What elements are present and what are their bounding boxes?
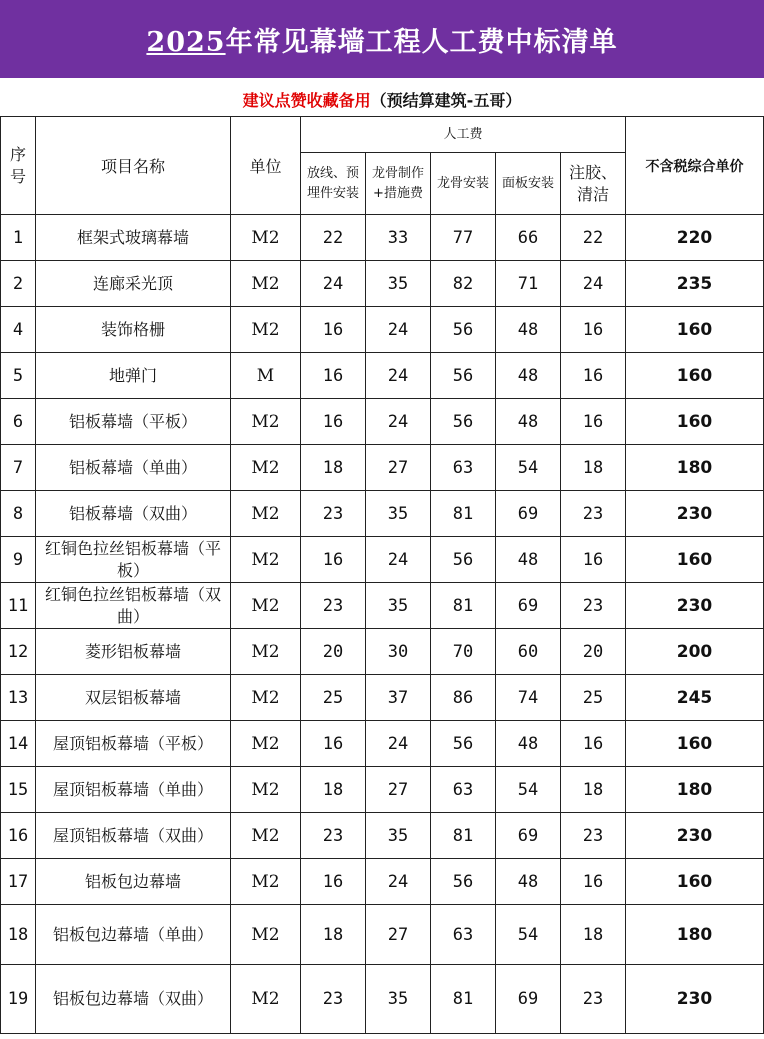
row-c3: 56 <box>431 307 496 353</box>
row-c4: 48 <box>496 399 561 445</box>
row-price: 230 <box>626 491 764 537</box>
row-c3: 70 <box>431 629 496 675</box>
subtitle-highlight: 建议点赞收藏备用 <box>242 90 371 110</box>
row-c4: 54 <box>496 767 561 813</box>
row-c4: 48 <box>496 353 561 399</box>
table-row <box>1 629 764 675</box>
row-name: 地弹门 <box>36 353 231 399</box>
table-row <box>1 353 764 399</box>
row-no: 18 <box>1 905 36 965</box>
row-no: 14 <box>1 721 36 767</box>
table-row <box>1 537 764 583</box>
row-c3: 56 <box>431 353 496 399</box>
row-c5: 16 <box>561 307 626 353</box>
row-c3: 63 <box>431 445 496 491</box>
row-name: 装饰格栅 <box>36 307 231 353</box>
row-unit: M2 <box>231 859 301 905</box>
row-no: 5 <box>1 353 36 399</box>
row-name: 框架式玻璃幕墙 <box>36 215 231 261</box>
row-no: 13 <box>1 675 36 721</box>
row-c1: 16 <box>301 859 366 905</box>
row-unit: M2 <box>231 675 301 721</box>
row-c3: 81 <box>431 491 496 537</box>
row-c1: 22 <box>301 215 366 261</box>
row-price: 200 <box>626 629 764 675</box>
labor-cost-table <box>0 116 764 1034</box>
header-row <box>1 117 764 153</box>
row-no: 9 <box>1 537 36 583</box>
table-row <box>1 721 764 767</box>
row-no: 15 <box>1 767 36 813</box>
row-c2: 24 <box>366 307 431 353</box>
row-c2: 35 <box>366 813 431 859</box>
row-c2: 35 <box>366 491 431 537</box>
row-name: 铝板幕墙（单曲） <box>36 445 231 491</box>
row-unit: M2 <box>231 215 301 261</box>
title-year: 2025 <box>146 26 226 58</box>
row-unit: M2 <box>231 813 301 859</box>
row-price: 230 <box>626 965 764 1034</box>
row-c1: 23 <box>301 491 366 537</box>
row-c2: 27 <box>366 767 431 813</box>
row-c1: 23 <box>301 583 366 629</box>
table-row <box>1 399 764 445</box>
table-row <box>1 859 764 905</box>
row-c5: 16 <box>561 399 626 445</box>
row-name: 铝板包边幕墙 <box>36 859 231 905</box>
row-price: 180 <box>626 445 764 491</box>
table-row <box>1 261 764 307</box>
header-c4: 面板安装 <box>496 153 561 215</box>
row-unit: M2 <box>231 965 301 1034</box>
row-c1: 18 <box>301 445 366 491</box>
row-c2: 27 <box>366 905 431 965</box>
row-c5: 16 <box>561 859 626 905</box>
row-c3: 56 <box>431 537 496 583</box>
row-c2: 35 <box>366 965 431 1034</box>
row-name: 铝板幕墙（平板） <box>36 399 231 445</box>
row-c5: 23 <box>561 583 626 629</box>
row-c5: 23 <box>561 813 626 859</box>
row-c1: 25 <box>301 675 366 721</box>
row-c5: 18 <box>561 905 626 965</box>
row-unit: M2 <box>231 491 301 537</box>
subtitle-author: （预结算建筑-五哥） <box>370 90 522 110</box>
row-price: 160 <box>626 399 764 445</box>
row-price: 160 <box>626 537 764 583</box>
row-c5: 24 <box>561 261 626 307</box>
row-unit: M <box>231 353 301 399</box>
row-unit: M2 <box>231 721 301 767</box>
header-c3: 龙骨安装 <box>431 153 496 215</box>
table-row <box>1 965 764 1034</box>
row-price: 230 <box>626 583 764 629</box>
row-c5: 16 <box>561 721 626 767</box>
row-name: 屋顶铝板幕墙（平板） <box>36 721 231 767</box>
row-unit: M2 <box>231 307 301 353</box>
row-name: 屋顶铝板幕墙（双曲） <box>36 813 231 859</box>
header-c5: 注胶、清洁 <box>561 153 626 215</box>
row-c2: 37 <box>366 675 431 721</box>
page-title <box>146 20 617 59</box>
row-price: 160 <box>626 859 764 905</box>
table-row <box>1 767 764 813</box>
row-c2: 33 <box>366 215 431 261</box>
row-price: 160 <box>626 353 764 399</box>
row-price: 220 <box>626 215 764 261</box>
row-c3: 63 <box>431 767 496 813</box>
row-c1: 24 <box>301 261 366 307</box>
row-c3: 56 <box>431 859 496 905</box>
row-c1: 16 <box>301 353 366 399</box>
row-c4: 69 <box>496 491 561 537</box>
row-c3: 81 <box>431 813 496 859</box>
row-c2: 24 <box>366 859 431 905</box>
row-unit: M2 <box>231 583 301 629</box>
row-unit: M2 <box>231 629 301 675</box>
table-row <box>1 215 764 261</box>
row-unit: M2 <box>231 767 301 813</box>
row-unit: M2 <box>231 445 301 491</box>
row-c5: 22 <box>561 215 626 261</box>
row-c4: 48 <box>496 721 561 767</box>
row-c5: 18 <box>561 767 626 813</box>
row-no: 7 <box>1 445 36 491</box>
row-c5: 25 <box>561 675 626 721</box>
row-c3: 56 <box>431 721 496 767</box>
header-name: 项目名称 <box>36 117 231 215</box>
row-name: 连廊采光顶 <box>36 261 231 307</box>
table-row <box>1 905 764 965</box>
row-c2: 24 <box>366 721 431 767</box>
row-c2: 24 <box>366 399 431 445</box>
row-c4: 71 <box>496 261 561 307</box>
row-c4: 60 <box>496 629 561 675</box>
row-name: 屋顶铝板幕墙（单曲） <box>36 767 231 813</box>
header-c2: 龙骨制作+措施费 <box>366 153 431 215</box>
table-row <box>1 583 764 629</box>
row-unit: M2 <box>231 261 301 307</box>
row-name: 铝板幕墙（双曲） <box>36 491 231 537</box>
row-c2: 35 <box>366 583 431 629</box>
row-c2: 24 <box>366 537 431 583</box>
row-c1: 16 <box>301 307 366 353</box>
row-c4: 48 <box>496 859 561 905</box>
header-labor: 人工费 <box>301 117 626 153</box>
row-c2: 35 <box>366 261 431 307</box>
header-c1: 放线、预埋件安装 <box>301 153 366 215</box>
row-name: 双层铝板幕墙 <box>36 675 231 721</box>
row-c3: 63 <box>431 905 496 965</box>
row-name: 红铜色拉丝铝板幕墙（双曲） <box>36 583 231 629</box>
row-price: 180 <box>626 767 764 813</box>
row-price: 245 <box>626 675 764 721</box>
row-price: 160 <box>626 307 764 353</box>
row-price: 235 <box>626 261 764 307</box>
row-unit: M2 <box>231 905 301 965</box>
row-c4: 69 <box>496 583 561 629</box>
row-c5: 23 <box>561 491 626 537</box>
row-no: 12 <box>1 629 36 675</box>
row-c3: 56 <box>431 399 496 445</box>
row-c5: 16 <box>561 353 626 399</box>
row-price: 230 <box>626 813 764 859</box>
row-c4: 69 <box>496 813 561 859</box>
row-c4: 66 <box>496 215 561 261</box>
row-c4: 48 <box>496 307 561 353</box>
row-no: 1 <box>1 215 36 261</box>
row-no: 17 <box>1 859 36 905</box>
row-c3: 86 <box>431 675 496 721</box>
row-no: 6 <box>1 399 36 445</box>
table-row <box>1 491 764 537</box>
row-c5: 20 <box>561 629 626 675</box>
row-c3: 77 <box>431 215 496 261</box>
row-c1: 16 <box>301 399 366 445</box>
row-c4: 54 <box>496 905 561 965</box>
header-unit: 单位 <box>231 117 301 215</box>
row-no: 8 <box>1 491 36 537</box>
row-name: 铝板包边幕墙（单曲） <box>36 905 231 965</box>
row-c3: 82 <box>431 261 496 307</box>
row-name: 红铜色拉丝铝板幕墙（平板） <box>36 537 231 583</box>
row-c2: 30 <box>366 629 431 675</box>
row-c1: 16 <box>301 721 366 767</box>
row-c2: 24 <box>366 353 431 399</box>
row-c1: 16 <box>301 537 366 583</box>
row-c1: 23 <box>301 813 366 859</box>
row-c1: 18 <box>301 905 366 965</box>
row-no: 11 <box>1 583 36 629</box>
row-c2: 27 <box>366 445 431 491</box>
row-name: 菱形铝板幕墙 <box>36 629 231 675</box>
row-c1: 23 <box>301 965 366 1034</box>
row-c4: 69 <box>496 965 561 1034</box>
row-c5: 16 <box>561 537 626 583</box>
header-seq: 序号 <box>1 117 36 215</box>
row-c4: 48 <box>496 537 561 583</box>
row-unit: M2 <box>231 537 301 583</box>
table-row <box>1 445 764 491</box>
header-total: 不含税综合单价 <box>626 117 764 215</box>
table-row <box>1 307 764 353</box>
table-row <box>1 813 764 859</box>
row-c5: 18 <box>561 445 626 491</box>
table-row <box>1 675 764 721</box>
subtitle <box>0 82 764 116</box>
row-c3: 81 <box>431 583 496 629</box>
row-no: 2 <box>1 261 36 307</box>
row-c4: 54 <box>496 445 561 491</box>
row-no: 16 <box>1 813 36 859</box>
row-unit: M2 <box>231 399 301 445</box>
row-c1: 20 <box>301 629 366 675</box>
title-banner <box>0 0 764 78</box>
row-c4: 74 <box>496 675 561 721</box>
row-c5: 23 <box>561 965 626 1034</box>
row-c3: 81 <box>431 965 496 1034</box>
row-price: 160 <box>626 721 764 767</box>
row-no: 19 <box>1 965 36 1034</box>
title-text: 年常见幕墙工程人工费中标清单 <box>225 26 618 58</box>
row-c1: 18 <box>301 767 366 813</box>
row-price: 180 <box>626 905 764 965</box>
row-no: 4 <box>1 307 36 353</box>
row-name: 铝板包边幕墙（双曲） <box>36 965 231 1034</box>
